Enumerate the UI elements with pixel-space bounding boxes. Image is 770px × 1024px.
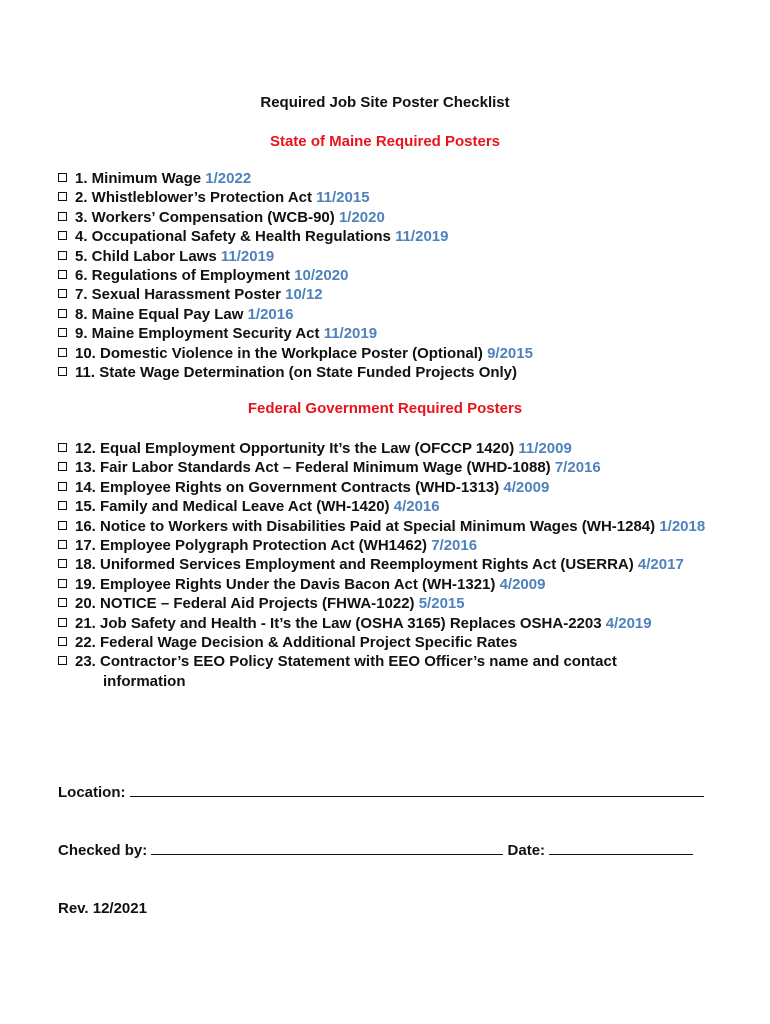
checklist-item <box>58 188 728 207</box>
checklist-item <box>58 458 728 477</box>
checkbox-icon[interactable] <box>58 251 67 260</box>
revision-text: Rev. 12/2021 <box>58 900 147 917</box>
item-text: 15. Family and Medical Leave Act (WH-1420) <box>75 498 390 516</box>
item-date: 11/2009 <box>518 440 572 457</box>
checked-by-field <box>58 841 693 859</box>
item-date: 1/2022 <box>205 170 252 187</box>
item-date: 11/2019 <box>220 247 275 265</box>
checkbox-icon[interactable] <box>58 173 67 182</box>
checklist-item <box>58 266 728 285</box>
checkbox-icon[interactable] <box>58 656 67 665</box>
checklist-item <box>58 517 728 536</box>
checklist-item <box>58 208 728 227</box>
checklist-item <box>58 555 728 574</box>
checkbox-icon[interactable] <box>58 559 67 568</box>
checklist-item <box>58 227 728 246</box>
item-date: 4/2009 <box>499 575 546 593</box>
item-date: 10/12 <box>285 286 323 304</box>
checkbox-icon[interactable] <box>58 637 67 646</box>
checkbox-icon[interactable] <box>58 482 67 491</box>
item-text: 8. Maine Equal Pay Law <box>75 305 244 323</box>
checklist-item <box>58 497 728 516</box>
checklist-item <box>58 305 728 324</box>
item-date: 7/2016 <box>431 537 478 555</box>
checkbox-icon[interactable] <box>58 501 67 510</box>
checkbox-icon[interactable] <box>58 328 67 337</box>
location-blank[interactable] <box>130 783 704 797</box>
item-text: 6. Regulations of Employment <box>75 267 291 285</box>
item-text: 4. Occupational Safety & Health Regulations <box>75 228 391 246</box>
checkbox-icon[interactable] <box>58 579 67 588</box>
checklist-item <box>58 439 728 458</box>
item-text: 18. Uniformed Services Employment and Reemployment Rights Act (USERRA) <box>75 556 634 574</box>
item-date: 4/2017 <box>637 556 684 574</box>
federal-poster-list <box>58 439 728 691</box>
section-heading-federal: Federal Government Required Posters <box>247 400 523 417</box>
date-blank[interactable] <box>549 841 693 855</box>
checkbox-icon[interactable] <box>58 462 67 471</box>
checked-by-blank[interactable] <box>151 841 503 855</box>
checklist-item <box>58 478 728 497</box>
item-text: 12. Equal Employment Opportunity It’s the Law (OFCCP 1420) <box>75 440 515 457</box>
item-text: 2. Whistleblower’s Protection Act <box>75 189 312 207</box>
item-text: 16. Notice to Workers with Disabilities Paid at Special Minimum Wages (WH-1284) <box>75 517 656 535</box>
checked-by-label: Checked by: <box>58 842 148 859</box>
checklist-item <box>58 614 728 633</box>
section-heading-state: State of Maine Required Posters <box>269 133 501 150</box>
item-text: 22. Federal Wage Decision & Additional Project Specific Rates <box>75 634 518 652</box>
item-date: 1/2020 <box>338 208 385 226</box>
checkbox-icon[interactable] <box>58 443 67 452</box>
item-text: 21. Job Safety and Health - It’s the Law (OSHA 3165) Replaces OSHA-2203 <box>75 614 602 632</box>
item-text: 13. Fair Labor Standards Act – Federal Minimum Wage (WHD-1088) <box>75 459 551 477</box>
item-date: 4/2019 <box>605 614 652 632</box>
item-date: 10/2020 <box>294 267 349 285</box>
item-text: 7. Sexual Harassment Poster <box>75 286 281 304</box>
checklist-item <box>58 575 728 594</box>
item-date: 11/2019 <box>323 325 378 343</box>
checkbox-icon[interactable] <box>58 348 67 357</box>
item-date: 1/2016 <box>247 305 294 323</box>
checklist-item <box>58 344 728 363</box>
item-text: 20. NOTICE – Federal Aid Projects (FHWA-1022) <box>75 595 415 613</box>
document-title: Required Job Site Poster Checklist <box>260 94 510 111</box>
item-date: 11/2019 <box>395 228 449 246</box>
item-date: 9/2015 <box>487 344 533 362</box>
checklist-item <box>58 247 728 266</box>
checklist-item <box>58 363 728 382</box>
checkbox-icon[interactable] <box>58 521 67 530</box>
location-label: Location: <box>58 784 126 801</box>
checkbox-icon[interactable] <box>58 212 67 221</box>
item-text: 5. Child Labor Laws <box>75 247 217 265</box>
state-poster-list <box>58 169 728 382</box>
item-date: 5/2015 <box>418 595 465 613</box>
checklist-item <box>58 652 728 691</box>
checkbox-icon[interactable] <box>58 598 67 607</box>
checkbox-icon[interactable] <box>58 270 67 279</box>
item-text: 14. Employee Rights on Government Contracts (WHD-1313) <box>75 478 500 496</box>
item-text: 23. Contractor’s EEO Policy Statement with EEO Officer’s name and contact information <box>75 653 617 690</box>
item-text: 19. Employee Rights Under the Davis Bacon Act (WH-1321) <box>75 575 496 593</box>
date-label: Date: <box>507 842 546 859</box>
item-text: 9. Maine Employment Security Act <box>75 325 320 343</box>
checklist-item <box>58 169 728 188</box>
checklist-item <box>58 324 728 343</box>
checkbox-icon[interactable] <box>58 231 67 240</box>
item-date: 1/2018 <box>659 517 706 535</box>
checklist-item <box>58 633 728 652</box>
checkbox-icon[interactable] <box>58 618 67 627</box>
location-field <box>58 783 704 801</box>
item-text: 11. State Wage Determination (on State Funded Projects Only) <box>75 364 518 382</box>
item-date: 7/2016 <box>554 459 601 477</box>
checkbox-icon[interactable] <box>58 309 67 318</box>
checkbox-icon[interactable] <box>58 192 67 201</box>
checkbox-icon[interactable] <box>58 289 67 298</box>
checklist-item <box>58 285 728 304</box>
checkbox-icon[interactable] <box>58 540 67 549</box>
item-text: 10. Domestic Violence in the Workplace Poster (Optional) <box>75 344 483 362</box>
checklist-item <box>58 594 728 613</box>
item-date: 4/2016 <box>393 498 440 516</box>
item-text: 1. Minimum Wage <box>75 170 202 187</box>
item-date: 11/2015 <box>316 189 370 207</box>
checklist-item <box>58 536 728 555</box>
item-text: 17. Employee Polygraph Protection Act (WH1462) <box>75 537 428 555</box>
item-date: 4/2009 <box>503 478 550 496</box>
checkbox-icon[interactable] <box>58 367 67 376</box>
item-text: 3. Workers’ Compensation (WCB-90) <box>75 208 335 226</box>
